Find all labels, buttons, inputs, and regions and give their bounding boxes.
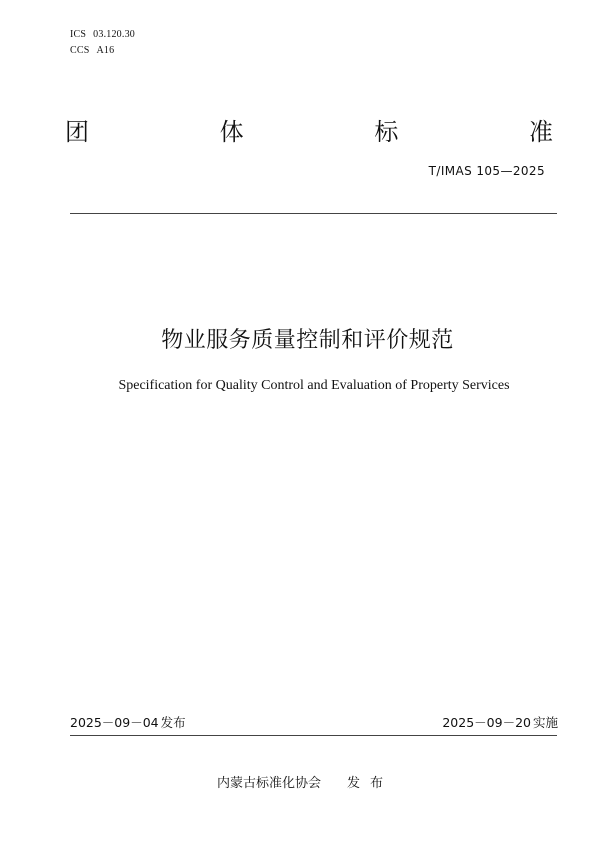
ccs-classification — [70, 45, 114, 57]
release-date-line — [70, 714, 186, 732]
standard-type-heading — [62, 114, 556, 150]
implementation-date-line — [442, 714, 558, 732]
header-divider — [70, 213, 557, 214]
publisher-action: 发布 — [347, 776, 394, 791]
standard-type-char-1: 团 — [65, 118, 89, 146]
release-label: 发布 — [160, 715, 186, 730]
standard-type-char-2: 体 — [219, 118, 244, 146]
ccs-label: CCS — [70, 45, 90, 56]
implementation-label: 实施 — [532, 715, 558, 730]
ics-label: ICS — [70, 29, 87, 40]
document-title-english: Specification for Quality Control and Evaluation of Property Services — [118, 378, 510, 393]
publisher-name: 内蒙古标准化协会 — [217, 776, 322, 791]
standard-number: T/IMAS 105—2025 — [428, 164, 545, 178]
publisher-line — [217, 775, 393, 793]
standard-type-char-4: 准 — [528, 118, 553, 146]
ics-code: 03.120.30 — [93, 29, 135, 40]
release-date: 2025－09－04 — [70, 715, 159, 730]
implementation-date: 2025－09－20 — [442, 715, 531, 730]
standard-type-char-3: 标 — [374, 118, 399, 146]
ics-classification — [70, 29, 135, 41]
document-title-chinese: 物业服务质量控制和评价规范 — [161, 328, 454, 353]
ccs-code: A16 — [96, 45, 115, 56]
footer-divider — [70, 735, 557, 736]
